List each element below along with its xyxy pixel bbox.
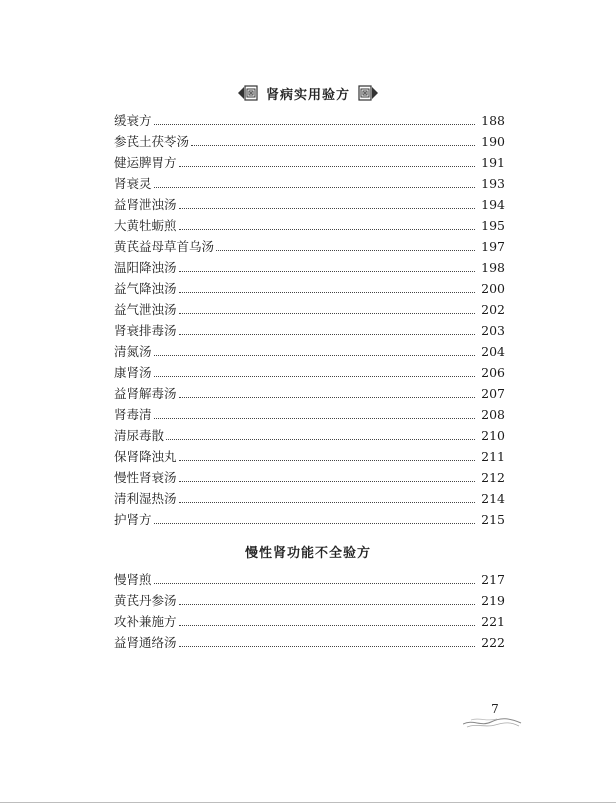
toc-entry-page: 212 — [481, 470, 505, 485]
toc-entry-title: 康肾汤 — [114, 365, 152, 380]
toc-entry — [114, 255, 505, 276]
toc-leader-dots — [166, 439, 475, 440]
toc-leader-dots — [154, 376, 476, 377]
toc-entry-title: 肾衰灵 — [114, 176, 152, 191]
toc-leader-dots — [154, 523, 476, 524]
toc-entry-page: 203 — [481, 323, 505, 338]
toc-leader-dots — [154, 583, 476, 584]
toc-entry-page: 204 — [481, 344, 505, 359]
section-heading: 慢性肾功能不全验方 — [244, 546, 371, 561]
toc-entry — [114, 339, 505, 360]
toc-entry-page: 219 — [481, 593, 505, 608]
footer-wave-icon — [463, 714, 523, 733]
toc-entry-page: 206 — [481, 365, 505, 380]
toc-entry — [114, 129, 505, 150]
toc-leader-dots — [179, 229, 476, 230]
toc-entry-page: 202 — [481, 302, 505, 317]
toc-entry-title: 清尿毒散 — [114, 428, 165, 443]
toc-entry — [114, 150, 505, 171]
toc-entry-page: 222 — [481, 635, 505, 650]
toc-entry-title: 黄芪益母草首乌汤 — [114, 239, 215, 254]
toc-entry-title: 参芪土茯苓汤 — [114, 134, 190, 149]
right-ornament-icon — [356, 83, 380, 103]
toc-entry — [114, 609, 505, 630]
toc-entry-page: 191 — [481, 155, 505, 170]
toc-entry — [114, 423, 505, 444]
toc-entry-page: 193 — [481, 176, 505, 191]
toc-entry-title: 益气泄浊汤 — [114, 302, 177, 317]
toc-entry — [114, 567, 505, 588]
toc-entry-title: 保肾降浊丸 — [114, 449, 177, 464]
toc-leader-dots — [179, 604, 476, 605]
toc-leader-dots — [154, 187, 476, 188]
left-ornament-icon — [236, 83, 260, 103]
toc-leader-dots — [179, 481, 476, 482]
toc-entry-title: 肾衰排毒汤 — [114, 323, 177, 338]
toc-entry — [114, 402, 505, 423]
toc-entry-title: 攻补兼施方 — [114, 614, 177, 629]
toc-entry — [114, 192, 505, 213]
toc-entry-page: 211 — [481, 449, 505, 464]
toc-entry-page: 194 — [481, 197, 505, 212]
toc-entry-title: 黄芪丹参汤 — [114, 593, 177, 608]
toc-leader-dots — [216, 250, 475, 251]
running-header-title: 肾病实用验方 — [265, 87, 350, 103]
running-header — [0, 82, 616, 104]
toc-entry-title: 益气降浊汤 — [114, 281, 177, 296]
toc-entry — [114, 360, 505, 381]
toc-entry-page: 200 — [481, 281, 505, 296]
toc-leader-dots — [179, 646, 476, 647]
toc-leader-dots — [154, 124, 476, 125]
toc-entry-page: 188 — [481, 113, 505, 128]
page-number: 7 — [491, 702, 499, 716]
toc-section-one — [114, 108, 505, 528]
toc-entry-page: 207 — [481, 386, 505, 401]
toc-entry-page: 190 — [481, 134, 505, 149]
running-header-inner — [236, 83, 380, 103]
toc-leader-dots — [179, 166, 476, 167]
toc-section-two — [114, 567, 505, 651]
toc-entry — [114, 465, 505, 486]
toc-entry — [114, 297, 505, 318]
toc-entry-page: 198 — [481, 260, 505, 275]
toc-leader-dots — [179, 397, 476, 398]
toc-leader-dots — [179, 208, 476, 209]
toc-entry-page: 221 — [481, 614, 505, 629]
toc-entry-page: 210 — [481, 428, 505, 443]
toc-entry-title: 益肾泄浊汤 — [114, 197, 177, 212]
toc-leader-dots — [191, 145, 475, 146]
toc-entry-title: 清利湿热汤 — [114, 491, 177, 506]
toc-entry-title: 慢性肾衰汤 — [114, 470, 177, 485]
toc-entry-title: 益肾通络汤 — [114, 635, 177, 650]
toc-leader-dots — [179, 334, 476, 335]
toc-leader-dots — [179, 313, 476, 314]
toc-entry-title: 肾毒清 — [114, 407, 152, 422]
toc-leader-dots — [179, 502, 476, 503]
toc-leader-dots — [179, 271, 476, 272]
toc-entry-page: 195 — [481, 218, 505, 233]
toc-entry — [114, 318, 505, 339]
toc-entry-title: 缓衰方 — [114, 113, 152, 128]
toc-leader-dots — [179, 625, 476, 626]
toc-entry-page: 214 — [481, 491, 505, 506]
toc-entry — [114, 213, 505, 234]
toc-leader-dots — [154, 355, 476, 356]
toc-leader-dots — [154, 418, 476, 419]
toc-entry — [114, 444, 505, 465]
toc-entry — [114, 171, 505, 192]
toc-entry-title: 健运脾胃方 — [114, 155, 177, 170]
toc-entry — [114, 381, 505, 402]
toc-entry — [114, 108, 505, 129]
toc-leader-dots — [179, 292, 476, 293]
toc-entry-title: 大黄牡蛎煎 — [114, 218, 177, 233]
toc-entry-title: 护肾方 — [114, 512, 152, 527]
toc-entry-page: 197 — [481, 239, 505, 254]
toc-entry-title: 温阳降浊汤 — [114, 260, 177, 275]
toc-entry — [114, 276, 505, 297]
toc-leader-dots — [179, 460, 476, 461]
toc-entry-page: 217 — [481, 572, 505, 587]
toc-entry-page: 208 — [481, 407, 505, 422]
toc-entry — [114, 630, 505, 651]
toc-entry-title: 益肾解毒汤 — [114, 386, 177, 401]
toc-entry-page: 215 — [481, 512, 505, 527]
toc-entry-title: 清氮汤 — [114, 344, 152, 359]
toc-entry — [114, 507, 505, 528]
toc-entry — [114, 486, 505, 507]
toc-entry — [114, 588, 505, 609]
toc-entry-title: 慢肾煎 — [114, 572, 152, 587]
page-bottom-edge — [0, 802, 616, 803]
toc-entry — [114, 234, 505, 255]
